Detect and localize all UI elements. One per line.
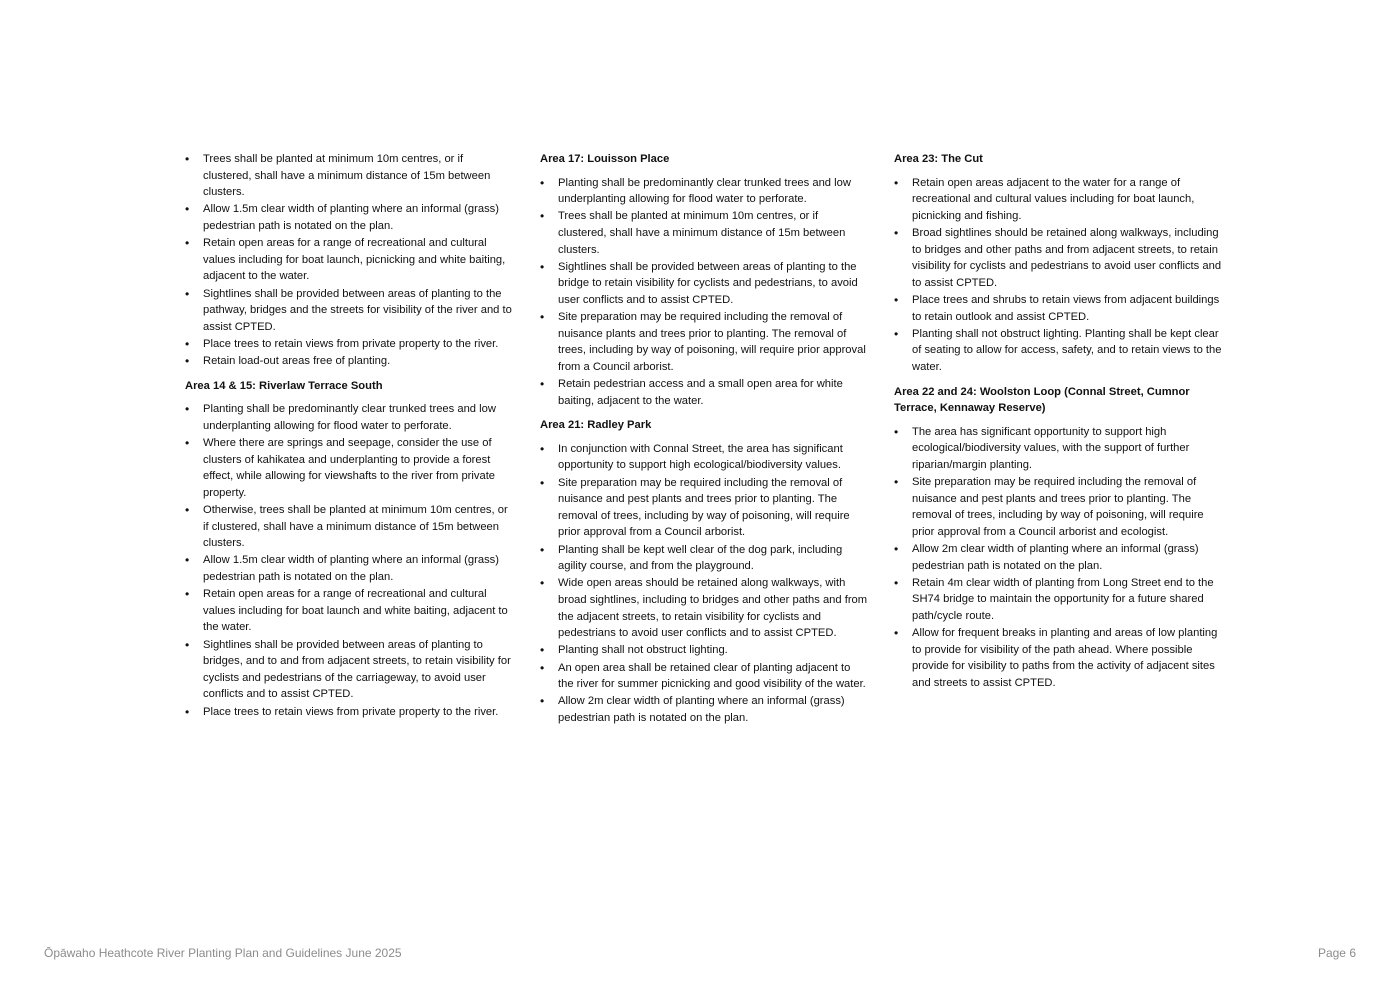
list-item: • Place trees to retain views from private property to the river.	[185, 336, 513, 353]
column-1	[185, 151, 513, 728]
list-item: • Planting shall not obstruct lighting. Planting shall be kept clear of seating to allow for access, safety, and to retain views to the water.	[894, 326, 1222, 376]
list-item: • Planting shall be kept well clear of the dog park, including agility course, and from the playground.	[540, 542, 868, 575]
list-item: • Trees shall be planted at minimum 10m centres, or if clustered, shall have a minimum distance of 15m between clusters.	[540, 208, 868, 258]
list-item: • Retain load-out areas free of planting.	[185, 353, 513, 370]
list-item: • Allow for frequent breaks in planting and areas of low planting to provide for visibility of the path ahead. Where possible provide for visibility to paths from the activity of adjacent sites and streets to assist CPTED.	[894, 625, 1222, 691]
list-item: • Allow 1.5m clear width of planting where an informal (grass) pedestrian path is notated on the plan.	[185, 201, 513, 234]
list-item: • In conjunction with Connal Street, the area has significant opportunity to support high ecological/biodiversity values.	[540, 441, 868, 474]
section-area-14-15	[185, 378, 513, 720]
list-item: • Wide open areas should be retained along walkways, with broad sightlines, including to bridges and other paths and from the adjacent streets, to retain visibility for cyclists and pedestrians to avoid user conflicts and to assist CPTED.	[540, 575, 868, 641]
section-area-21	[540, 417, 868, 726]
list-item: • Otherwise, trees shall be planted at minimum 10m centres, or if clustered, shall have a minimum distance of 15m between clusters.	[185, 502, 513, 552]
list-item: • The area has significant opportunity to support high ecological/biodiversity values, with the support of further riparian/margin planting.	[894, 424, 1222, 474]
list-item: • Site preparation may be required including the removal of nuisance plants and trees prior to planting. The removal of trees, including by way of poisoning, will require prior approval from a Council arborist.	[540, 309, 868, 375]
list-item: • Where there are springs and seepage, consider the use of clusters of kahikatea and underplanting to provide a forest effect, while allowing for viewshafts to the river from private property.	[185, 435, 513, 501]
section-area-22-24	[894, 384, 1222, 692]
list-item: • Planting shall be predominantly clear trunked trees and low underplanting allowing for flood water to perforate.	[185, 401, 513, 434]
list-item: • Sightlines shall be provided between areas of planting to bridges, and to and from adjacent streets, to retain visibility for cyclists and pedestrians of the carriageway, to avoid user conflicts and to assist CPTED.	[185, 637, 513, 703]
section-heading: Area 14 & 15: Riverlaw Terrace South	[185, 379, 383, 392]
list-item: • Site preparation may be required including the removal of nuisance and pest plants and trees prior to planting. The removal of trees, including by way of poisoning, will require prior approval from a Council arborist.	[540, 475, 868, 541]
list-item: • Planting shall be predominantly clear trunked trees and low underplanting allowing for flood water to perforate.	[540, 175, 868, 208]
list-item: • An open area shall be retained clear of planting adjacent to the river for summer picnicking and good visibility of the water.	[540, 660, 868, 693]
list-item: • Broad sightlines should be retained along walkways, including to bridges and other paths and from adjacent streets, to retain visibility for cyclists and pedestrians to avoid user conflicts and to assist CPTED.	[894, 225, 1222, 291]
bullet-list	[894, 424, 1222, 692]
column-2	[540, 151, 868, 735]
section-area-23	[894, 151, 1222, 376]
list-item: • Trees shall be planted at minimum 10m centres, or if clustered, shall have a minimum distance of 15m between clusters.	[185, 151, 513, 201]
list-item: • Retain open areas for a range of recreational and cultural values including for boat launch and white baiting, adjacent to the water.	[185, 586, 513, 636]
list-item: • Allow 2m clear width of planting where an informal (grass) pedestrian path is notated on the plan.	[894, 541, 1222, 574]
list-item: • Site preparation may be required including the removal of nuisance and pest plants and trees prior to planting. The removal of trees, including by way of poisoning, will require prior approval from a Council arborist and ecologist.	[894, 474, 1222, 540]
list-item: • Sightlines shall be provided between areas of planting to the pathway, bridges and the streets for visibility of the river and to assist CPTED.	[185, 286, 513, 336]
list-item: • Retain 4m clear width of planting from Long Street end to the SH74 bridge to maintain the opportunity for a future shared path/cycle route.	[894, 575, 1222, 625]
list-item: • Place trees to retain views from private property to the river.	[185, 704, 513, 721]
list-item: • Sightlines shall be provided between areas of planting to the bridge to retain visibility for cyclists and pedestrians, to avoid user conflicts and to assist CPTED.	[540, 259, 868, 309]
section-area-general	[185, 151, 513, 370]
list-item: • Retain pedestrian access and a small open area for white baiting, adjacent to the water.	[540, 376, 868, 409]
bullet-list	[185, 151, 513, 370]
section-area-17	[540, 151, 868, 409]
section-heading: Area 23: The Cut	[894, 153, 983, 165]
list-item: • Allow 2m clear width of planting where an informal (grass) pedestrian path is notated on the plan.	[540, 693, 868, 726]
section-heading: Area 22 and 24: Woolston Loop (Connal Street, Cumnor Terrace, Kennaway Reserve)	[894, 385, 1190, 415]
list-item: • Planting shall not obstruct lighting.	[540, 642, 868, 659]
column-3	[894, 151, 1222, 700]
footer-page-number: Page 6	[1317, 946, 1356, 960]
footer-document-title: Ōpāwaho Heathcote River Planting Plan and Guidelines June 2025	[44, 946, 402, 960]
section-heading: Area 17: Louisson Place	[540, 153, 670, 165]
section-heading: Area 21: Radley Park	[540, 419, 652, 432]
bullet-list	[185, 401, 513, 720]
list-item: • Allow 1.5m clear width of planting where an informal (grass) pedestrian path is notated on the plan.	[185, 552, 513, 585]
list-item: • Retain open areas adjacent to the water for a range of recreational and cultural values including for boat launch, picnicking and fishing.	[894, 175, 1222, 225]
bullet-list	[894, 175, 1222, 376]
bullet-list	[540, 175, 868, 410]
bullet-list	[540, 441, 868, 727]
list-item: • Place trees and shrubs to retain views from adjacent buildings to retain outlook and assist CPTED.	[894, 292, 1222, 325]
list-item: • Retain open areas for a range of recreational and cultural values including for boat launch, picnicking and white baiting, adjacent to the water.	[185, 235, 513, 285]
